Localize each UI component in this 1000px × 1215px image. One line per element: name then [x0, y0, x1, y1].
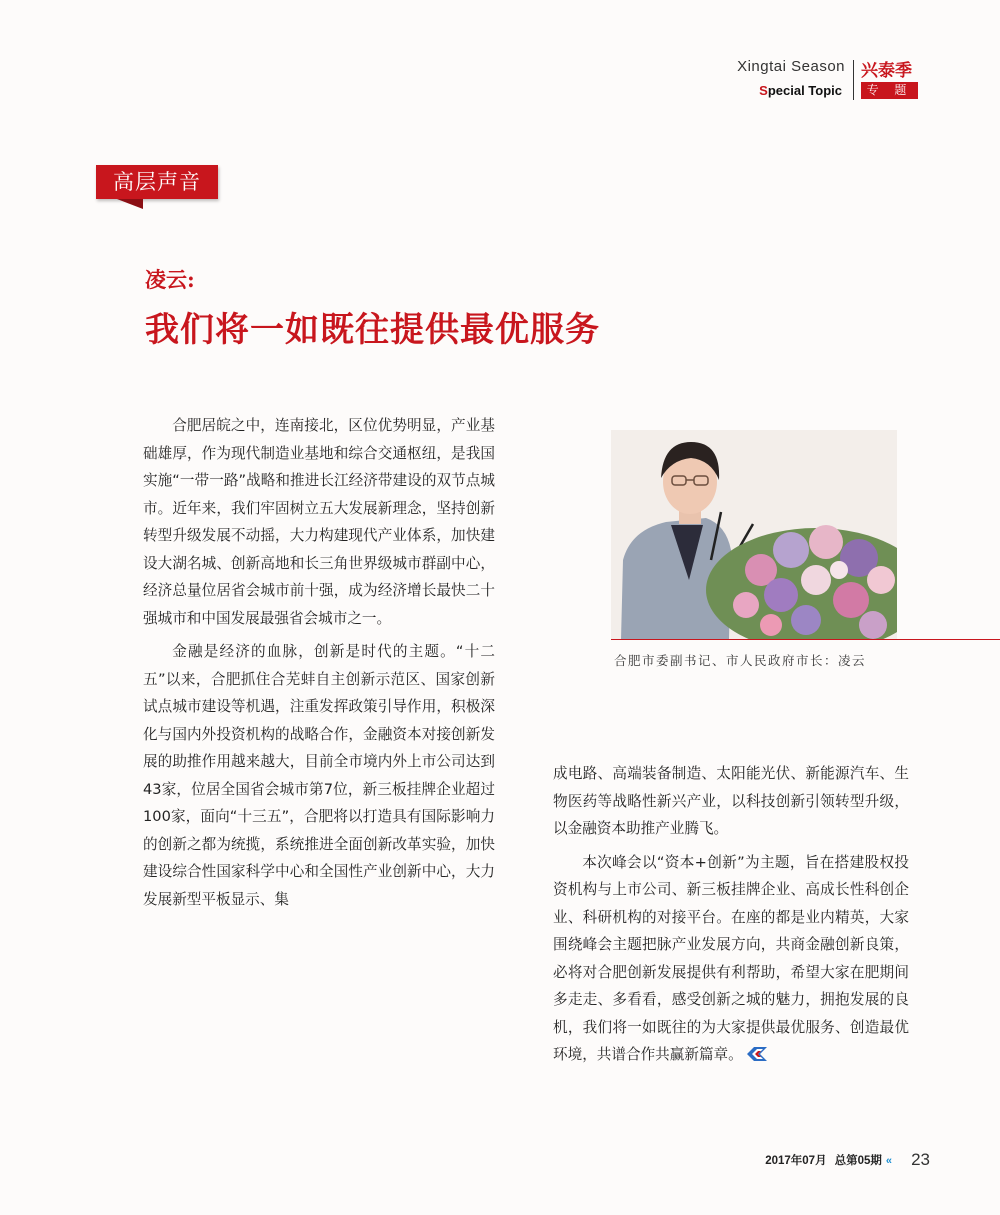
- photo-caption: 合肥市委副书记、市人民政府市长：凌云: [614, 653, 867, 668]
- special-topic-rest: pecial Topic: [767, 83, 842, 98]
- page-number: 23: [911, 1150, 930, 1169]
- article-paragraph: 合肥居皖之中，连南接北，区位优势明显，产业基础雄厚，作为现代制造业基地和综合交通枢纽，是我国实施“一带一路”战略和推进长江经济带建设的双节点城市。近年来，我们牢固树立五大发展新理念，坚持创新转型升级发展不动摇，大力构建现代产业体系，加快建设大湖名城、创新高地和长三角世界级城市群副中心，经济总量位居省会城市前十强，成为经济增长最快二十强城市和中国发展最强省会城市之一。: [143, 417, 495, 627]
- header-divider: [853, 60, 854, 100]
- article-right-column: [553, 760, 909, 1075]
- magazine-name-en: Xingtai Season: [737, 58, 845, 75]
- photo-underline: [611, 639, 1000, 640]
- issue-number: 总第05期: [834, 1155, 882, 1167]
- end-of-article-icon: [746, 1046, 768, 1062]
- special-topic-label: [759, 83, 842, 98]
- article-paragraph-continued: 成电路、高端装备制造、太阳能光伏、新能源汽车、生物医药等战略性新兴产业，以科技创新引领转型升级，以金融资本助推产业腾飞。: [553, 765, 909, 837]
- speaker-photo: [611, 430, 897, 640]
- article-left-column: [143, 412, 495, 919]
- magazine-logo: 兴泰季: [861, 61, 912, 81]
- section-tag: 高层声音: [96, 165, 218, 199]
- footer-info: [765, 1152, 898, 1168]
- issue-date: 2017年07月: [765, 1155, 827, 1167]
- article-paragraph: 金融是经济的血脉，创新是时代的主题。“十二五”以来，合肥抓住合芜蚌自主创新示范区、国家创新试点城市建设等机遇，注重发挥政策引导作用，积极深化与国内外投资机构的战略合作，金融资本对接创新发展的助推作用越来越大，目前全市境内外上市公司达到43家，位居全国省会城市第7位，新三板挂牌企业超过100家，面向“十三五”，合肥将以打造具有国际影响力的创新之都为统揽，系统推进全面创新改革实验，加快建设综合性国家科学中心和全国性产业创新中心，大力发展新型平板显示、集: [143, 643, 495, 908]
- article-final-text: 本次峰会以“资本+创新”为主题，旨在搭建股权投资机构与上市公司、新三板挂牌企业、高成长性科创企业、科研机构的对接平台。在座的都是业内精英，大家围绕峰会主题把脉产业发展方向，共商金融创新良策，必将对合肥创新发展提供有利帮助，希望大家在肥期间多走走、多看看，感受创新之城的魅力，拥抱发展的良机，我们将一如既往的为大家提供最优服务、创造最优环境，共谱合作共赢新篇章。: [553, 853, 909, 1063]
- article-kicker: 凌云:: [145, 267, 195, 292]
- section-tag-fold: [117, 199, 143, 209]
- article-headline: 我们将一如既往提供最优服务: [145, 310, 600, 350]
- speaker-illustration: [611, 430, 897, 640]
- topic-badge: 专 题: [861, 82, 918, 99]
- double-chevron-left-icon: «: [885, 1155, 892, 1167]
- article-paragraph-final: [553, 849, 909, 1069]
- special-topic-initial: S: [759, 83, 768, 98]
